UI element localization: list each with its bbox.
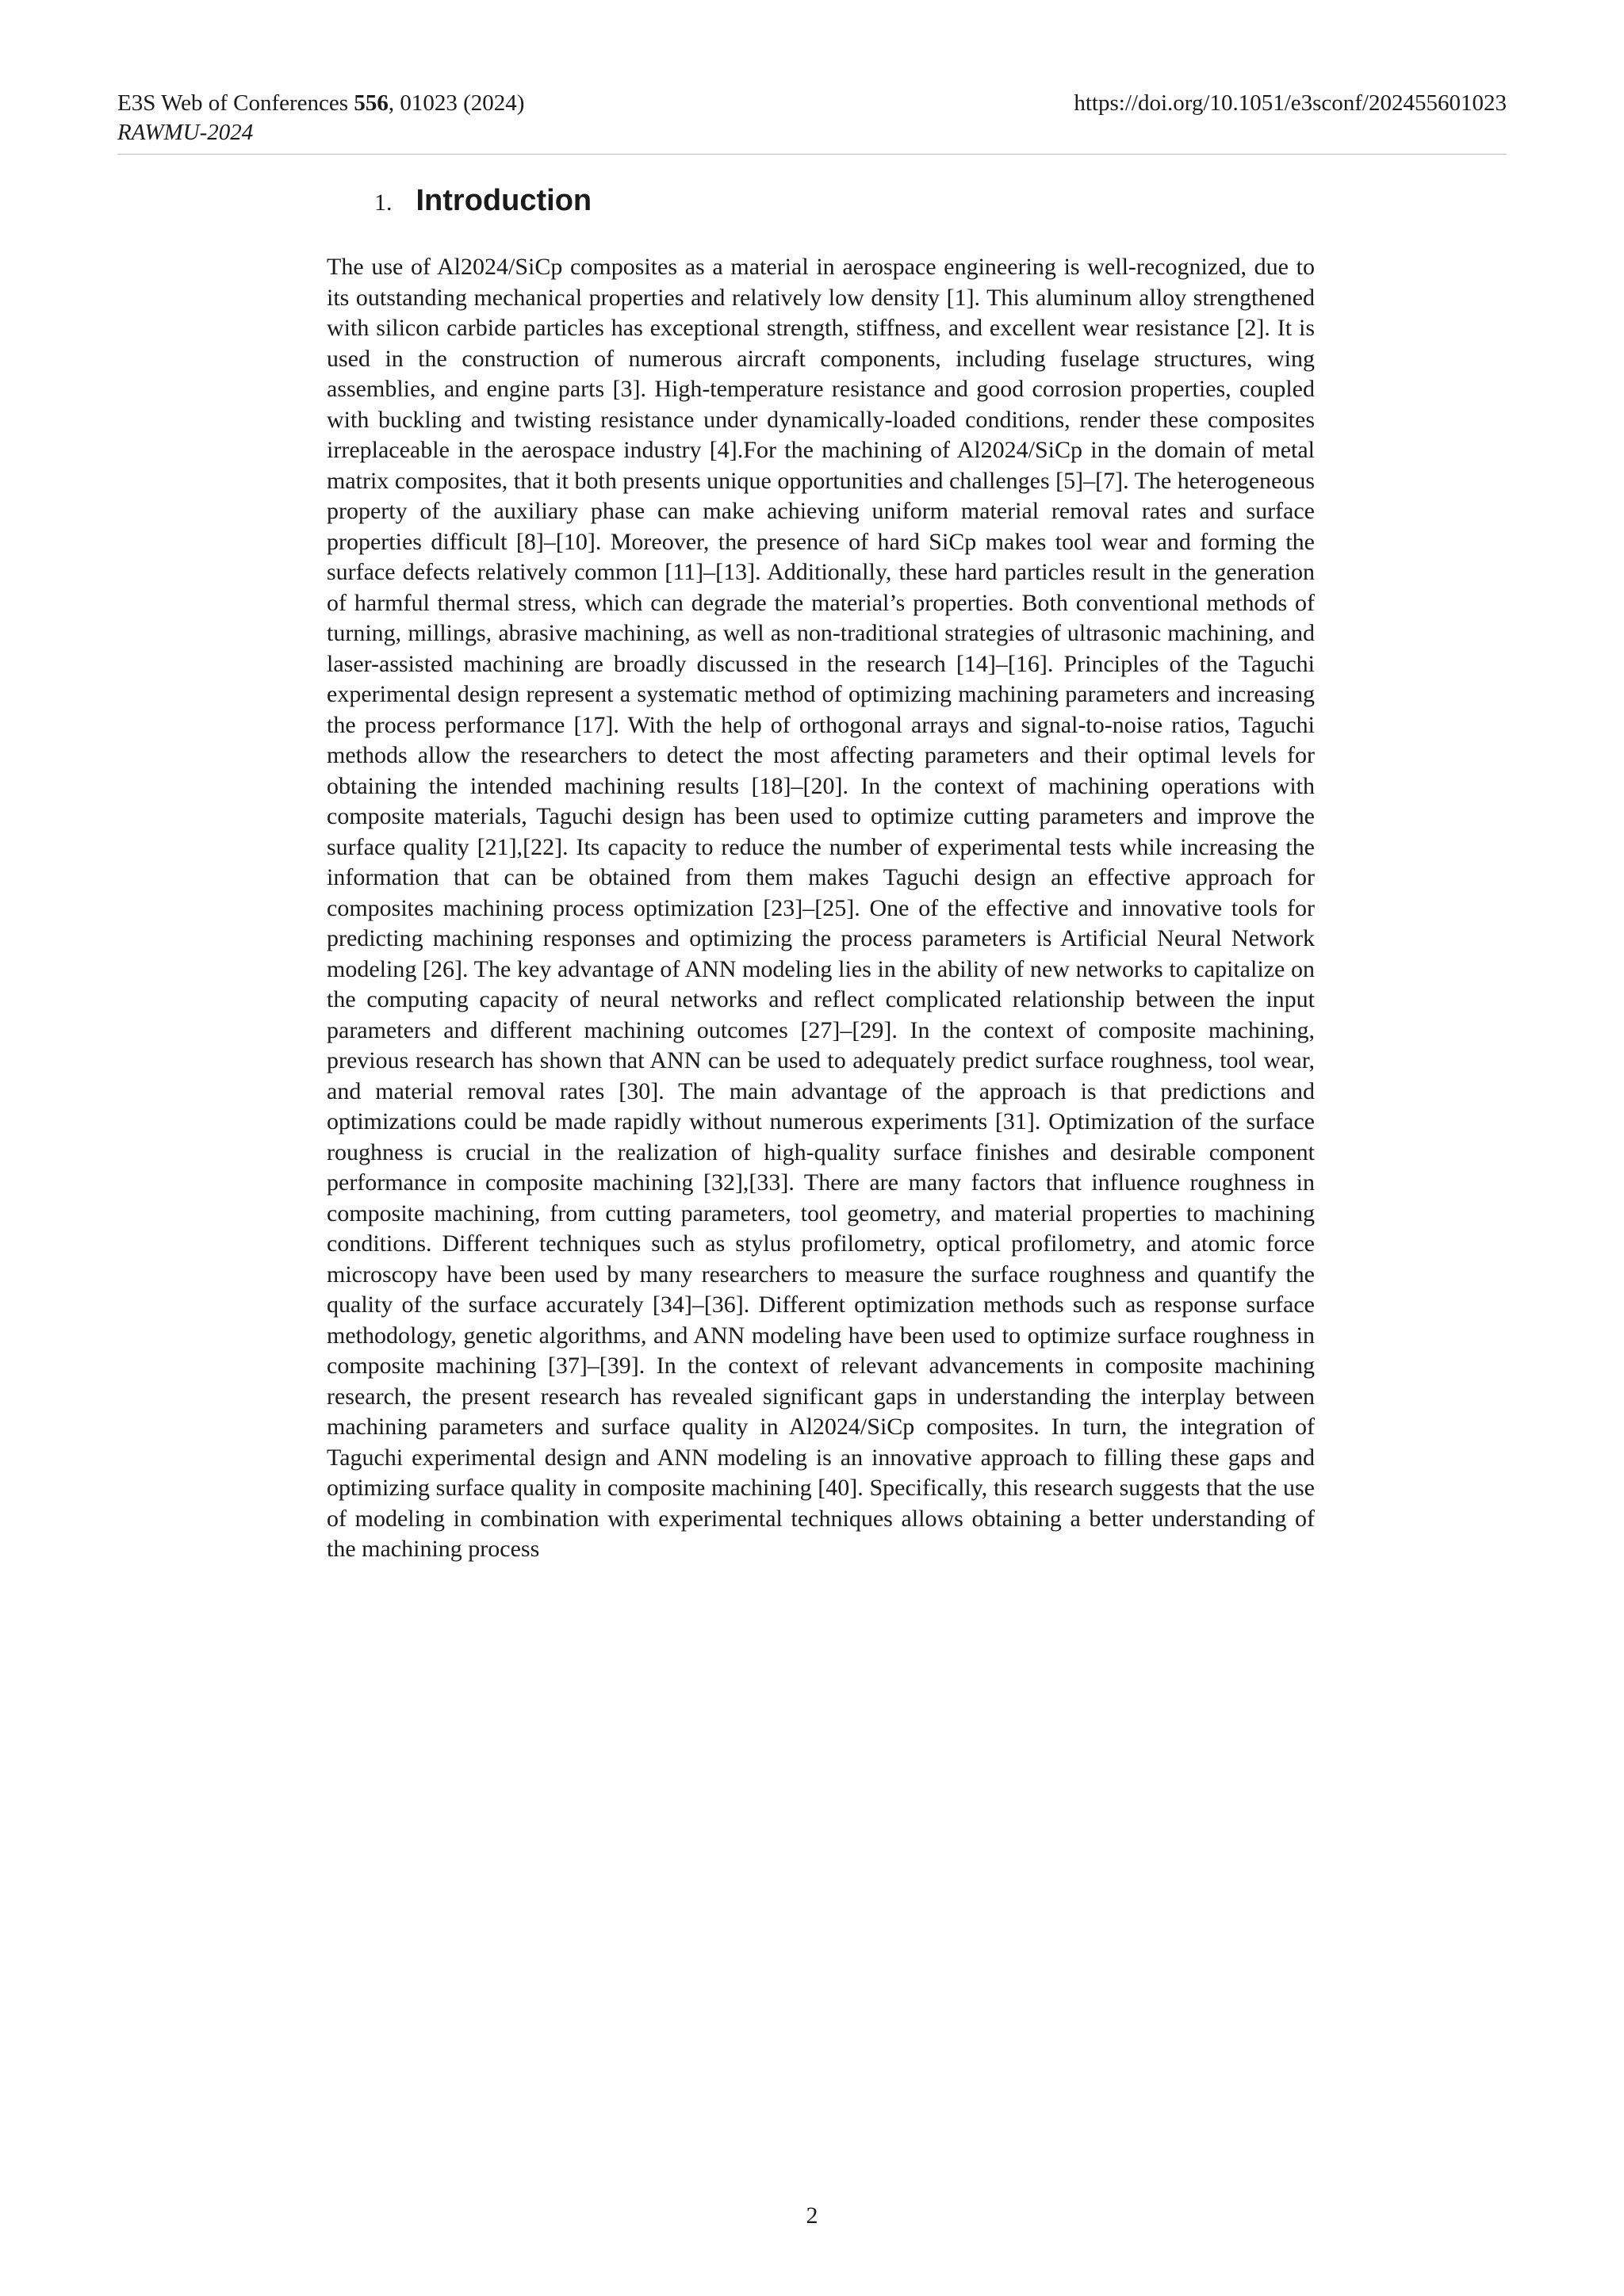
journal-name: E3S Web of Conferences (117, 90, 349, 116)
page-number: 2 (806, 2202, 818, 2229)
section-heading (374, 181, 592, 223)
header-citation (117, 89, 524, 147)
journal-citation-line (117, 89, 524, 118)
article-number: , 01023 (2024) (388, 90, 525, 116)
section-number: 1. (374, 189, 393, 216)
doi-link[interactable]: https://doi.org/10.1051/e3sconf/202455601023 (1074, 90, 1507, 116)
journal-volume: 556 (354, 90, 389, 116)
running-header (117, 89, 1507, 155)
conference-name: RAWMU-2024 (117, 120, 254, 145)
body-paragraph: The use of Al2024/SiCp composites as a material in aerospace engineering is well-recognized, due to its outstanding mechanical properties and relatively low density [1]. This aluminum alloy strengthened with silicon carbide particles has exceptional strength, stiffness, and excellent wear resistance [2]. It is used in the construction of numerous aircraft components, including fuselage structures, wing assemblies, and engine parts [3]. High-temperature resistance and good corrosion properties, coupled with buckling and twisting resistance under dynamically-loaded conditions, render these composites irreplaceable in the aerospace industry [4].For the machining of Al2024/SiCp in the domain of metal matrix composites, that it both presents unique opportunities and challenges [5]–[7]. The heterogeneous property of the auxiliary phase can make achieving uniform material removal rates and surface properties difficult [8]–[10]. Moreover, the presence of hard SiCp makes tool wear and forming the surface defects relatively common [11]–[13]. Additionally, these hard particles result in the generation of harmful thermal stress, which can degrade the material’s properties. Both conventional methods of turning, millings, abrasive machining, as well as non-traditional strategies of ultrasonic machining, and laser-assisted machining are broadly discussed in the research [14]–[16]. Principles of the Taguchi experimental design represent a systematic method of optimizing machining parameters and increasing the process performance [17]. With the help of orthogonal arrays and signal-to-noise ratios, Taguchi methods allow the researchers to detect the most affecting parameters and their optimal levels for obtaining the intended machining results [18]–[20]. In the context of machining operations with composite materials, Taguchi design has been used to optimize cutting parameters and improve the surface quality [21],[22]. Its capacity to reduce the number of experimental tests while increasing the information that can be obtained from them makes Taguchi design an effective approach for composites machining process optimization [23]–[25]. One of the effective and innovative tools for predicting machining responses and optimizing the process parameters is Artificial Neural Network modeling [26]. The key advantage of ANN modeling lies in the ability of new networks to capitalize on the computing capacity of neural networks and reflect complicated relationship between the input parameters and different machining outcomes [27]–[29]. In the context of composite machining, previous research has shown that ANN can be used to adequately predict surface roughness, tool wear, and material removal rates [30]. The main advantage of the approach is that predictions and optimizations could be made rapidly without numerous experiments [31]. Optimization of the surface roughness is crucial in the realization of high-quality surface finishes and desirable component performance in composite machining [32],[33]. There are many factors that influence roughness in composite machining, from cutting parameters, tool geometry, and material properties to machining conditions. Different techniques such as stylus profilometry, optical profilometry, and atomic force microscopy have been used by many researchers to measure the surface roughness and quantify the quality of the surface accurately [34]–[36]. Different optimization methods such as response surface methodology, genetic algorithms, and ANN modeling have been used to optimize surface roughness in composite machining [37]–[39]. In the context of relevant advancements in composite machining research, the present research has revealed significant gaps in understanding the interplay between machining parameters and surface quality in Al2024/SiCp composites. In turn, the integration of Taguchi experimental design and ANN modeling is an innovative approach to filling these gaps and optimizing surface quality in composite machining [40]. Specifically, this research suggests that the use of modeling in combination with experimental techniques allows obtaining a better understanding of the machining process (327, 254, 1315, 1562)
section-title: Introduction (416, 184, 592, 217)
